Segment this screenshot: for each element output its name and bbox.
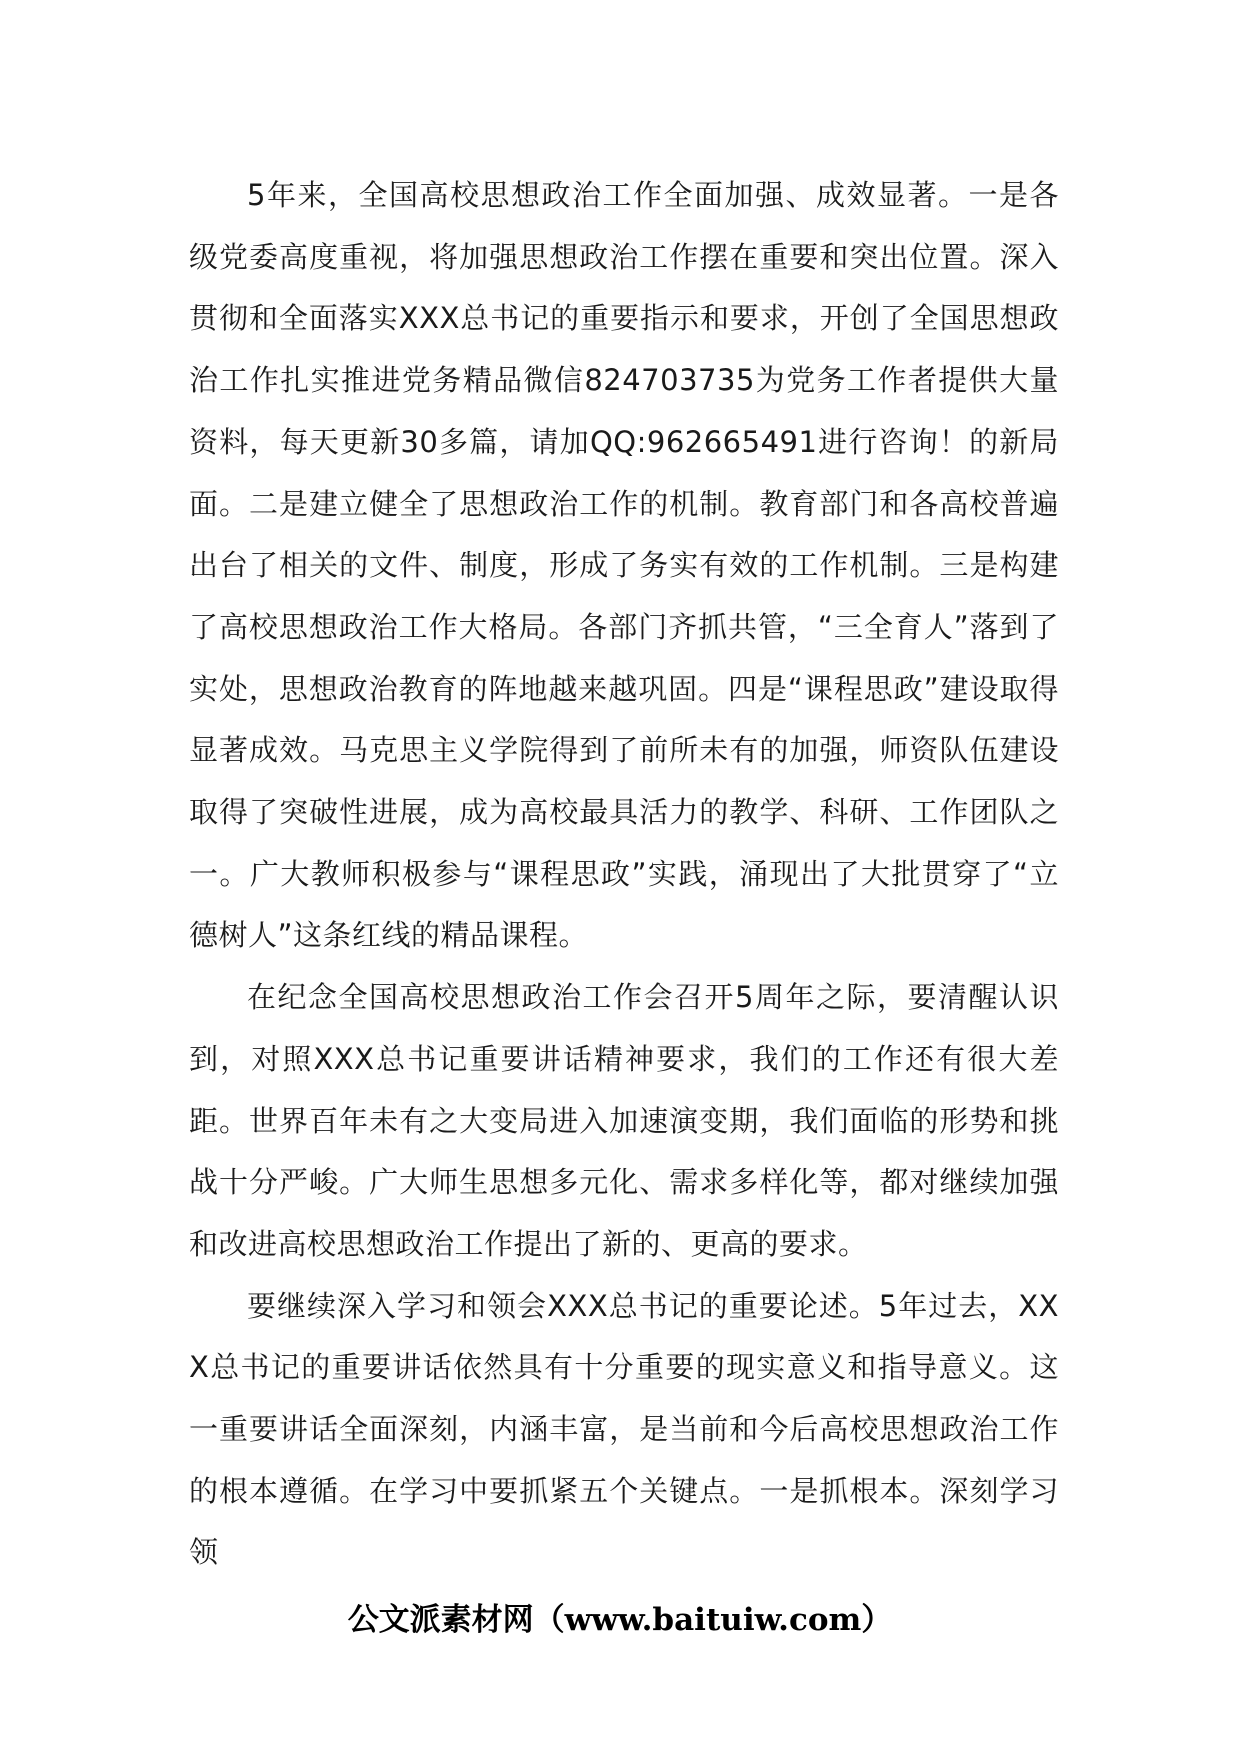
footer-watermark: 公文派素材网（www.baituiw.com） [347, 1602, 893, 1638]
paragraph-2: 在纪念全国高校思想政治工作会召开5周年之际，要清醒认识到，对照XXX总书记重要讲话精神要求，我们的工作还有很大差距。世界百年未有之大变局进入加速演变期，我们面临的形势和挑战十分严峻。广大师生思想多元化、需求多样化等，都对继续加强和改进高校思想政治工作提出了新的、更高的要求。 [189, 980, 1059, 1261]
document-body [189, 165, 1059, 1584]
paragraph-3: 要继续深入学习和领会XXX总书记的重要论述。5年过去，XXX总书记的重要讲话依然具有十分重要的现实意义和指导意义。这一重要讲话全面深刻，内涵丰富，是当前和今后高校思想政治工作的根本遵循。在学习中要抓紧五个关键点。一是抓根本。深刻学习领 [189, 1288, 1059, 1570]
paragraph-1: 5年来，全国高校思想政治工作全面加强、成效显著。一是各级党委高度重视，将加强思想政治工作摆在重要和突出位置。深入贯彻和全面落实XXX总书记的重要指示和要求，开创了全国思想政治工作扎实推进党务精品微信824703735为党务工作者提供大量资料，每天更新30多篇，请加QQ:962665491进行咨询！的新局面。二是建立健全了思想政治工作的机制。教育部门和各高校普遍出台了相关的文件、制度，形成了务实有效的工作机制。三是构建了高校思想政治工作大格局。各部门齐抓共管，“三全育人”落到了实处，思想政治教育的阵地越来越巩固。四是“课程思政”建设取得显著成效。马克思主义学院得到了前所未有的加强，师资队伍建设取得了突破性进展，成为高校最具活力的教学、科研、工作团队之一。广大教师积极参与“课程思政”实践，涌现出了大批贯穿了“立德树人”这条红线的精品课程。 [189, 178, 1059, 953]
